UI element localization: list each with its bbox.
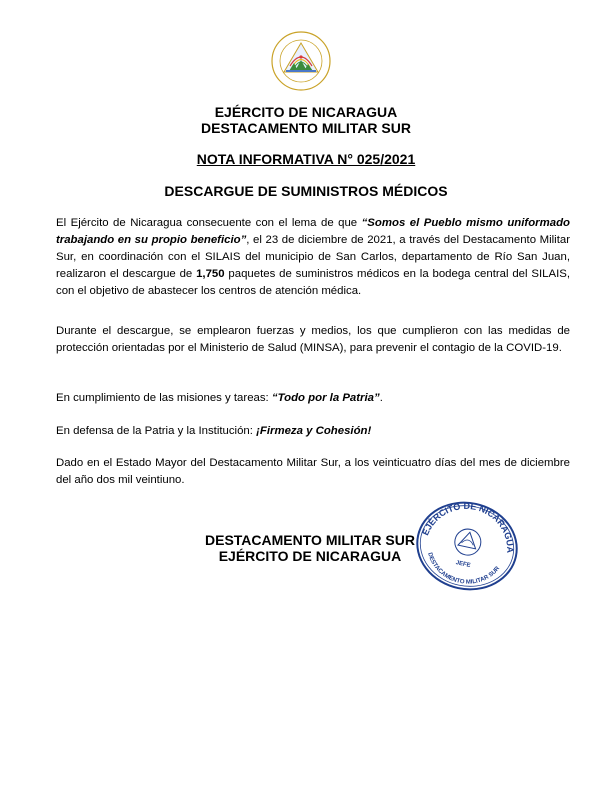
paragraph-2: Durante el descargue, se emplearon fuerzas y medios, los que cumplieron con las medidas de protección orientadas por el Ministerio de Salud (MINSA), para prevenir el contagio de la COVID-19. bbox=[56, 325, 570, 354]
subject-title: DESCARGUE DE SUMINISTROS MÉDICOS bbox=[164, 183, 448, 199]
slogan-firmeza-y-cohesion: ¡Firmeza y Cohesión! bbox=[256, 425, 372, 437]
motto-text: “Somos el Pueblo mismo uniformado trabajando en su propio beneficio” bbox=[56, 217, 570, 246]
nota-title: NOTA INFORMATIVA N° 025/2021 bbox=[196, 151, 416, 167]
unit-name: DESTACAMENTO MILITAR SUR bbox=[201, 120, 411, 136]
signature-institution: EJÉRCITO DE NICARAGUA bbox=[218, 548, 402, 564]
stamp-bottom-text: DESTACAMENTO MILITAR SUR bbox=[426, 552, 502, 586]
paragraph-3-text: En cumplimiento de las misiones y tareas: bbox=[56, 392, 272, 404]
paragraph-3-end: . bbox=[379, 392, 383, 404]
paragraph-4 bbox=[56, 423, 570, 440]
paragraph-5: Dado en el Estado Mayor del Destacamento Militar Sur, a los veinticuatro días del mes de diciembre del año dos mil veintiuno. bbox=[56, 457, 570, 486]
institution-name: EJÉRCITO DE NICARAGUA bbox=[214, 104, 398, 120]
quantity-value: 1,750 bbox=[196, 268, 225, 280]
svg-text:EJÉRCITO DE NICARAGUA bbox=[420, 500, 522, 556]
slogan-todo-por-la-patria: “Todo por la Patria” bbox=[271, 392, 380, 404]
paragraph-1-end: paquetes de suministros médicos en la bodega central del SILAIS, con el objetivo de abastecer los centros de atención médica. bbox=[56, 268, 571, 297]
coat-of-arms-seal bbox=[270, 30, 332, 92]
stamp-top-text: EJÉRCITO DE NICARAGUA bbox=[420, 500, 516, 553]
paragraph-3 bbox=[56, 390, 570, 407]
official-stamp bbox=[412, 500, 522, 592]
stamp-center-label: JEFE bbox=[455, 560, 472, 570]
paragraph-1-body: , el 23 de diciembre de 2021, a través del Destacamento Militar Sur, en coordinación con el SILAIS del municipio de San Carlos, departamento de Río San Juan, realizaron el descargue de bbox=[56, 234, 570, 280]
paragraph-1 bbox=[56, 215, 570, 300]
paragraph-1-intro: El Ejército de Nicaragua consecuente con el lema de que bbox=[56, 217, 362, 229]
signature-unit: DESTACAMENTO MILITAR SUR bbox=[205, 532, 415, 548]
paragraph-4-text: En defensa de la Patria y la Institución: bbox=[56, 425, 257, 437]
